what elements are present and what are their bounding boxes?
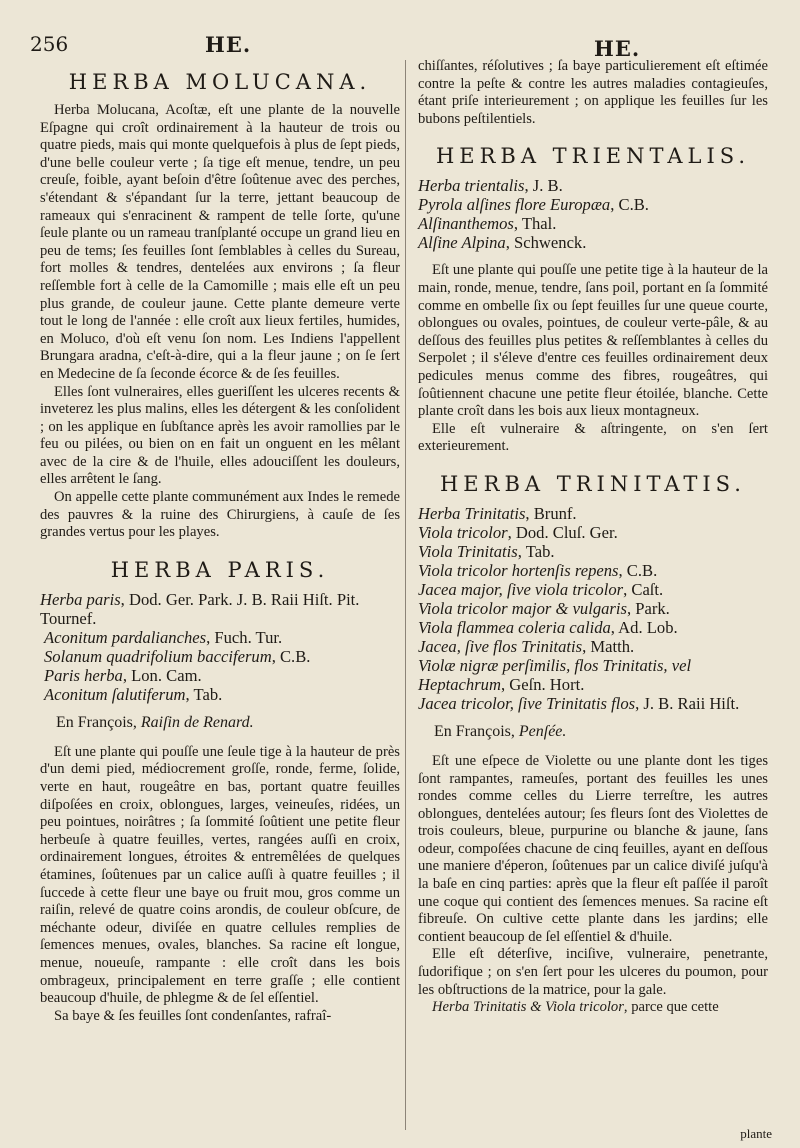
synonym-entry: Aconitum ſalutiferum, Tab. (44, 684, 223, 704)
synonym-entry: Jacea, ſive flos Trinitatis, Matth. (418, 636, 635, 656)
paragraph: Eſt une plante qui pouſſe une petite tige à la hauteur de la main, ronde, menue, tendre, ſans poil, portant en ſa ſommité comme en ombelle ſix ou ſept feuilles ſur une queue courte, oblongues ou ovales, pointues, de couleur verte-pâle, & au deſſous des feuilles plus petites & reſſemblantes à celles du Serpolet ; il s'éleve d'entre ces feuilles ordinairement deux pedicules menus comme des fibres, rougeâtres, qui ſoûtiennent chacune une petite fleur étoilée, blanche. Cette plante croît dans les bois aux lieux montagneux. (418, 262, 768, 420)
paragraph: Sa baye & ſes feuilles ſont condenſantes, rafraî- (54, 1007, 332, 1024)
running-head-left: HE. (205, 32, 252, 57)
synonym-entry: Jacea major, ſive viola tricolor, Caſt. (418, 579, 664, 599)
synonym-entry: Alſinanthemos, Thal. (418, 214, 557, 234)
french-name: En François, Raiſin de Renard. (56, 713, 254, 731)
paragraph: On appelle cette plante communément aux Indes le remede des pauvres & la ruine des Chirurgiens, à cauſe de ſes grandes vertus pour les playes. (40, 489, 400, 541)
paragraph: Eſt une plante qui pouſſe une ſeule tige à la hauteur de près d'un demi pied, médiocrement groſſe, ronde, ferme, ſolide, verte en haut, rougeâtre en bas, portant quatre feuilles diſpoſées en croix, oblongues, larges, veineuſes, ridées, un peu pointues, noirâtres ; ſa ſommité ſoûtient une petite fleur herbeuſe à quatre feuilles, vertes, rangées auſſi en croix, ordinairement longues, étroites & entremêlées de quelques étamines, ſoûtenues par un calice auſſi à quatre feuilles ; il ſuccede à cette fleur une baye ou fruit mou, gros comme un raiſin, relevé de quatre coins arondis, de couleur obſcure, de méchante odeur, diviſée en quatre cellules remplies de ſemences menues, ovales, blanches. Sa racine eſt longue, menue, noueuſe, rampante : elle croît dans les bois ombrageux, principalement en terre graſſe ; elle contient beaucoup d'huile, de phlegme & de ſel eſſentiel. (40, 743, 400, 1007)
synonym-list (418, 504, 768, 713)
synonym-list (418, 176, 768, 252)
column-rule (405, 60, 406, 1130)
paragraph: Eſt une eſpece de Violette ou une plante dont les tiges ſont rampantes, rameuſes, portant des feuilles les unes rondes comme celles du Lierre terreſtre, les autres oblongues, dentelées autour; ſes fleurs ſont des Violettes de trois couleurs, bleue, purpurine ou blanche & jaune, ſans odeur, compoſées chacune de cinq feuilles, ayant en deſſous une maniere d'éperon, ſoûtenues par un calice diviſé juſqu'à la baſe en cinq parties: après que la fleur eſt paſſée il paroît une coque qui contient des ſemences menues. Sa racine eſt fibreuſe. On cultive cette plante dans les jardins; elle contient beaucoup de ſel eſſentiel & d'huile. (418, 752, 768, 945)
synonym-entry: Alſine Alpina, Schwenck. (418, 233, 587, 253)
synonym-entry: Viola flammea coleria calida, Ad. Lob. (418, 617, 678, 637)
page-number: 256 (30, 32, 69, 56)
synonym-entry: Herba Trinitatis, Brunf. (418, 503, 577, 523)
section-title-herba-molucana: HERBA MOLUCANA. (68, 70, 372, 94)
section-title-herba-trientalis: HERBA TRIENTALIS. (435, 144, 751, 169)
paragraph: Herba Molucana, Acoſtæ, eſt une plante de la nouvelle Eſpagne qui croît ordinairement à la hauteur de trois ou quatre pieds, mais qui monte quelquefois à plus de ſept pieds, d'une belle couleur verte ; ſa tige eſt menue, tendre, un peu creuſe, foible, ayant beſoin d'être ſoûtenue avec des perches, s'étendant & s'épandant ſur la terre, jettant beaucoup de rameaux qui s'enracinent & rampent de telle ſorte, qu'une ſeule plante ou un rameau tranſplanté occupe un grand lieu en peu de tems; ſes feuilles ſont ſemblables à celles du Sureau, fort molles & tendres, dentelées aux environs ; ſa fleur reſſemble fort à celle de la Camomille ; mais elle eſt un peu plus grande, de couleur jaune. Cette plante demeure verte tout le long de l'année : elle croît aux lieux fertiles, humides, en Moluco, d'où eſt venu ſon nom. Les Indiens l'appellent Brungara aradna, c'eſt-à-dire, qui a la fleur jaune ; on ſe ſert en Medecine de ſa ſeconde écorce & de ſes feuilles. (40, 102, 400, 382)
synonym-entry: Pyrola alſines flore Europæa, C.B. (418, 195, 649, 215)
synonym-list (40, 590, 400, 704)
synonym-entry: Solanum quadrifolium bacciferum, C.B. (44, 646, 311, 666)
paragraph: chiſſantes, réſolutives ; ſa baye particulierement eſt eſtimée contre la peſte & contre les autres maladies contagieuſes, étant priſe interieurement ; on applique les feuilles ſur les bubons peſtilentiels. (418, 58, 768, 127)
synonym-entry: Viola tricolor major & vulgaris, Park. (418, 598, 670, 618)
running-head-right: HE. (594, 36, 641, 61)
catchword: plante (740, 1126, 772, 1141)
synonym-entry: Violæ nigræ perſimilis, flos Trinitatis, vel Heptachrum, Geſn. Hort. (418, 655, 692, 694)
synonym-entry: Viola tricolor hortenſis repens, C.B. (418, 560, 658, 580)
synonym-entry: Paris herba, Lon. Cam. (44, 665, 202, 685)
french-name: En François, Penſée. (434, 722, 567, 740)
synonym-entry: Viola Trinitatis, Tab. (418, 541, 555, 561)
synonym-entry: Herba paris, Dod. Ger. Park. J. B. Raii Hiſt. Pit. Tournef. (40, 589, 360, 628)
synonym-entry: Viola tricolor, Dod. Cluſ. Ger. (418, 522, 618, 542)
paragraph: Elle eſt vulneraire & aſtringente, on s'en ſert exterieurement. (418, 420, 768, 455)
paragraph: Herba Trinitatis & Viola tricolor, parce que cette (432, 999, 719, 1016)
left-column (40, 70, 400, 1025)
section-title-herba-trinitatis: HERBA TRINITATIS. (439, 471, 746, 496)
section-title-herba-paris: HERBA PARIS. (110, 557, 330, 582)
synonym-entry: Jacea tricolor, ſive Trinitatis flos, J. B. Raii Hiſt. (418, 693, 740, 713)
paragraph: Elles ſont vulneraires, elles gueriſſent les ulceres recents & inveterez les plus malins, elles les détergent & les conſolident ; on les applique en ſubſtance après les avoir ramollies par le feu ou pilées, ou bien on en fait un onguent en les mêlant avec de la cire & de l'huile, elles adouciſſent les douleurs, elles arrêtent le ſang. (40, 383, 400, 488)
right-column (418, 58, 768, 1017)
synonym-entry: Herba trientalis, J. B. (418, 176, 563, 196)
synonym-entry: Aconitum pardalianches, Fuch. Tur. (44, 627, 283, 647)
paragraph: Elle eſt déterſive, inciſive, vulneraire, penetrante, ſudorifique ; on s'en ſert pour les ulceres du poumon, pour les obſtructions de la matrice, pour la gale. (418, 946, 768, 998)
